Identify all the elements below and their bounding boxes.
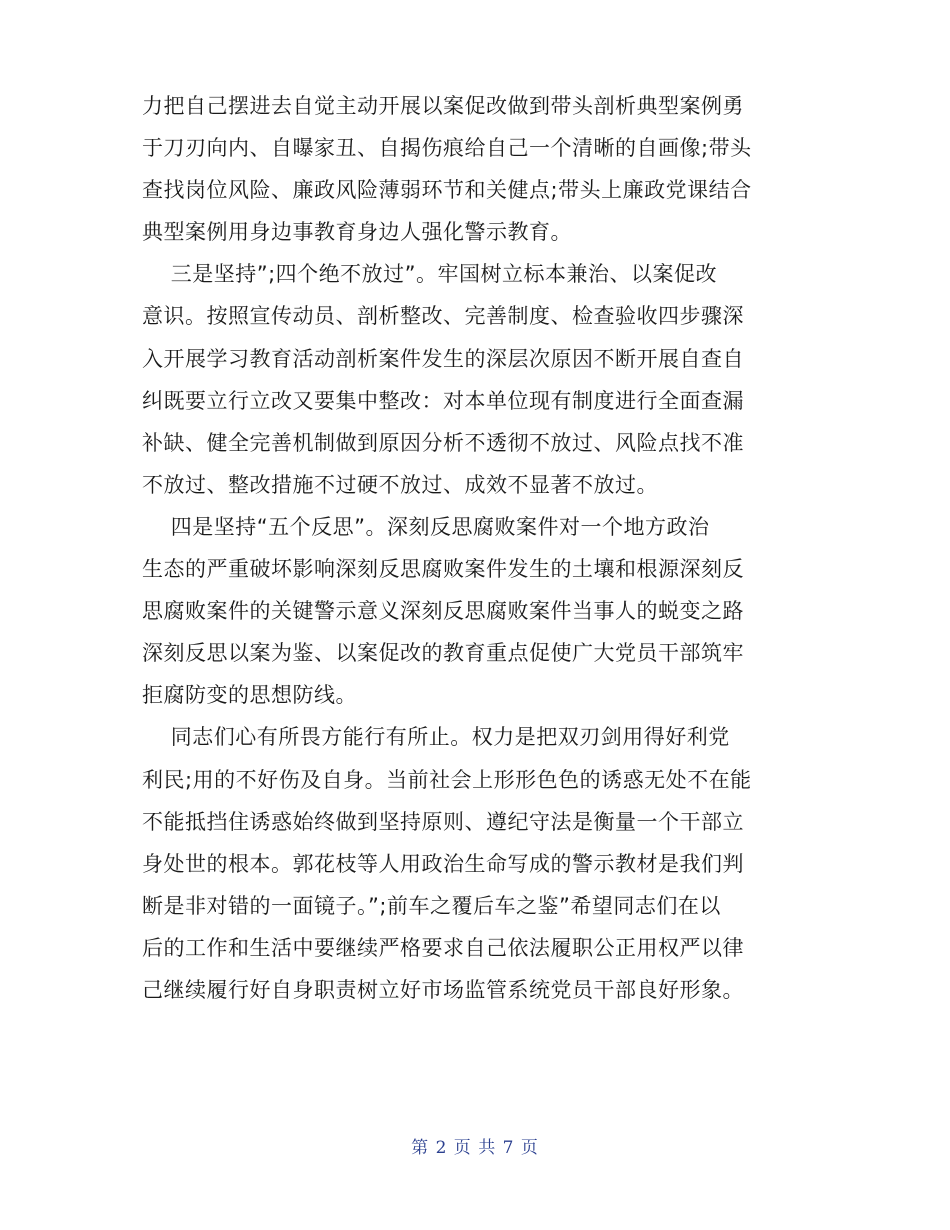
text-line: 深刻反思以案为鉴、以案促改的教育重点促使广大党员干部筑牢	[142, 641, 744, 666]
text-line: 生态的严重破坏影响深刻反思腐败案件发生的土壤和根源深刻反	[142, 557, 744, 582]
text-line: 不能抵挡住诱惑始终做到坚持原则、遵纪守法是衡量一个干部立	[142, 809, 744, 834]
text-line: 典型案例用身边事教育身边人强化警示教育。	[142, 220, 572, 245]
text-line: 三是坚持”;四个绝不放过”。牢国树立标本兼治、以案促改	[142, 262, 718, 287]
page-number-footer: 第 2 页 共 7 页	[411, 1138, 539, 1158]
text-line: 补缺、健全完善机制做到原因分析不透彻不放过、风险点找不准	[142, 430, 744, 455]
text-line: 身处世的根本。郭花枝等人用政治生命写成的警示教材是我们判	[142, 851, 744, 876]
text-line: 纠既要立行立改又要集中整改：对本单位现有制度进行全面查漏	[142, 388, 744, 413]
text-line: 力把自己摆进去自觉主动开展以案促改做到带头剖析典型案例勇	[142, 94, 744, 118]
text-line: 思腐败案件的关键警示意义深刻反思腐败案件当事人的蜕变之路	[142, 599, 744, 624]
text-line: 利民;用的不好伤及自身。当前社会上形形色色的诱惑无处不在能	[142, 767, 752, 792]
text-line: 己继续履行好自身职责树立好市场监管系统党员干部良好形象。	[142, 977, 744, 1002]
text-line: 查找岗位风险、廉政风险薄弱环节和关健点;带头上廉政党课结合	[142, 178, 752, 203]
text-line: 不放过、整改措施不过硬不放过、成效不显著不放过。	[142, 472, 658, 497]
text-line: 同志们心有所畏方能行有所止。权力是把双刃剑用得好利党	[142, 725, 730, 750]
text-line: 后的工作和生活中要继续严格要求自己依法履职公正用权严以律	[142, 935, 744, 960]
text-line: 断是非对错的一面镜子。”;前车之覆后车之鉴”希望同志们在以	[142, 893, 721, 918]
text-line: 入开展学习教育活动剖析案件发生的深层次原因不断开展自查自	[142, 346, 744, 371]
document-body	[142, 85, 810, 1011]
text-line: 意识。按照宣传动员、剖析整改、完善制度、检查验收四步骤深	[142, 304, 744, 329]
text-line: 于刀刃向内、自曝家丑、自揭伤痕给自己一个清晰的自画像;带头	[142, 136, 752, 161]
text-line: 四是坚持“五个反思”。深刻反思腐败案件对一个地方政治	[142, 514, 710, 539]
text-line: 拒腐防变的思想防线。	[142, 683, 357, 708]
